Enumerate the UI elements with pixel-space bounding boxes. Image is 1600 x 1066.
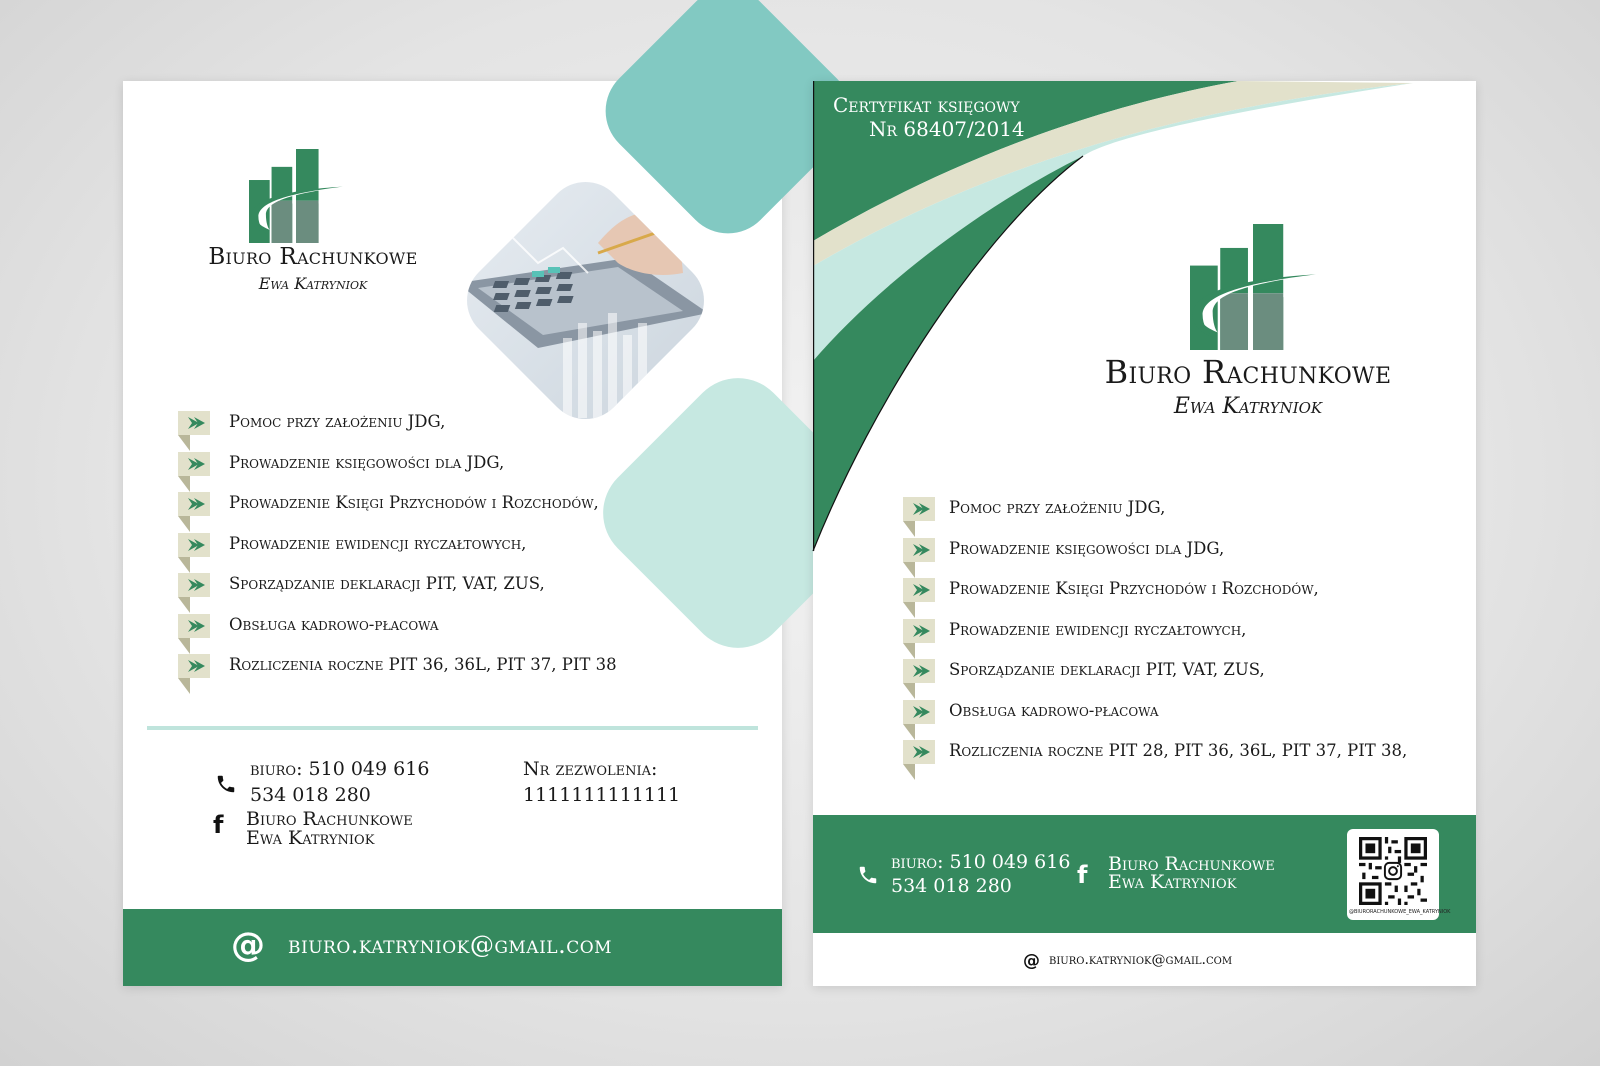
- brand-name: Biuro Rachunkowe: [208, 244, 418, 270]
- chevron-bullet-icon: [903, 578, 935, 618]
- owner-name: Ewa Katryniok: [258, 274, 368, 293]
- chevron-bullet-icon: [903, 700, 935, 740]
- phone-office[interactable]: biuro: 510 049 616: [891, 851, 1071, 873]
- chevron-bullet-icon: [178, 614, 210, 654]
- qr-code-icon: [1359, 837, 1427, 905]
- chevron-bullet-icon: [178, 573, 210, 613]
- email-link[interactable]: biuro.katryniok@gmail.com: [1049, 952, 1233, 968]
- facebook-icon[interactable]: f: [1077, 861, 1088, 889]
- chevron-bullet-icon: [903, 659, 935, 699]
- at-sign-icon: @: [1023, 951, 1040, 971]
- chevron-bullet-icon: [178, 452, 210, 492]
- logo-icon: [249, 148, 343, 244]
- logo-icon: [1190, 223, 1316, 351]
- service-label: Rozliczenia roczne PIT 36, 36L, PIT 37, PIT 38: [229, 655, 617, 674]
- service-label: Sporządzanie deklaracji PIT, VAT, ZUS,: [229, 574, 545, 593]
- chevron-bullet-icon: [903, 538, 935, 578]
- phone-mobile[interactable]: 534 018 280: [891, 875, 1012, 897]
- certificate-title: Certyfikat księgowy: [833, 93, 1020, 117]
- service-label: Prowadzenie Księgi Przychodów i Rozchodów,: [949, 579, 1319, 598]
- service-label: Pomoc przy założeniu JDG,: [949, 498, 1166, 517]
- permit-label: Nr zezwolenia:: [523, 758, 658, 780]
- chevron-bullet-icon: [903, 497, 935, 537]
- service-label: Prowadzenie księgowości dla JDG,: [949, 538, 1225, 558]
- service-label: Pomoc przy założeniu JDG,: [229, 412, 446, 431]
- chevron-bullet-icon: [178, 654, 210, 694]
- certificate-number: Nr 68407/2014: [869, 117, 1025, 141]
- contact-band: [813, 815, 1476, 933]
- qr-caption: @BIURORACHUNKOWE_EWA_KATRYNIOK: [1349, 909, 1451, 915]
- service-label: Prowadzenie Księgi Przychodów i Rozchodów,: [229, 493, 599, 512]
- service-label: Obsługa kadrowo-płacowa: [949, 700, 1159, 720]
- chevron-bullet-icon: [178, 492, 210, 532]
- email-link[interactable]: biuro.katryniok@gmail.com: [288, 931, 613, 959]
- qr-code[interactable]: [1347, 829, 1451, 920]
- service-label: Obsługa kadrowo-płacowa: [229, 614, 439, 634]
- left-flyer: [123, 81, 782, 986]
- service-label: Prowadzenie księgowości dla JDG,: [229, 452, 505, 472]
- phone-icon: [857, 864, 879, 886]
- service-label: Sporządzanie deklaracji PIT, VAT, ZUS,: [949, 660, 1265, 679]
- phone-mobile[interactable]: 534 018 280: [250, 784, 371, 806]
- calculator-photo: [448, 163, 723, 438]
- service-label: Prowadzenie ewidencji ryczałtowych,: [229, 533, 527, 553]
- service-label: Rozliczenia roczne PIT 28, PIT 36, 36L, PIT 37, PIT 38,: [949, 741, 1408, 760]
- owner-name: Ewa Katryniok: [1173, 394, 1323, 419]
- phone-office[interactable]: biuro: 510 049 616: [250, 758, 430, 780]
- facebook-name-line1[interactable]: Biuro Rachunkowe: [246, 808, 413, 830]
- chevron-bullet-icon: [903, 740, 935, 780]
- chevron-bullet-icon: [178, 411, 210, 451]
- service-label: Prowadzenie ewidencji ryczałtowych,: [949, 619, 1247, 639]
- facebook-name-line1[interactable]: Biuro Rachunkowe: [1108, 853, 1275, 875]
- facebook-name-line2[interactable]: Ewa Katryniok: [246, 827, 375, 849]
- facebook-icon[interactable]: f: [213, 811, 224, 839]
- divider: [147, 726, 758, 730]
- chevron-bullet-icon: [903, 619, 935, 659]
- brand-name: Biuro Rachunkowe: [1104, 353, 1392, 391]
- chevron-bullet-icon: [178, 533, 210, 573]
- facebook-name-line2[interactable]: Ewa Katryniok: [1108, 871, 1237, 893]
- phone-icon: [215, 773, 237, 795]
- right-flyer: [813, 81, 1476, 986]
- email-footer: [123, 909, 782, 986]
- at-sign-icon: @: [231, 925, 265, 965]
- permit-number: 1111111111111: [523, 784, 681, 806]
